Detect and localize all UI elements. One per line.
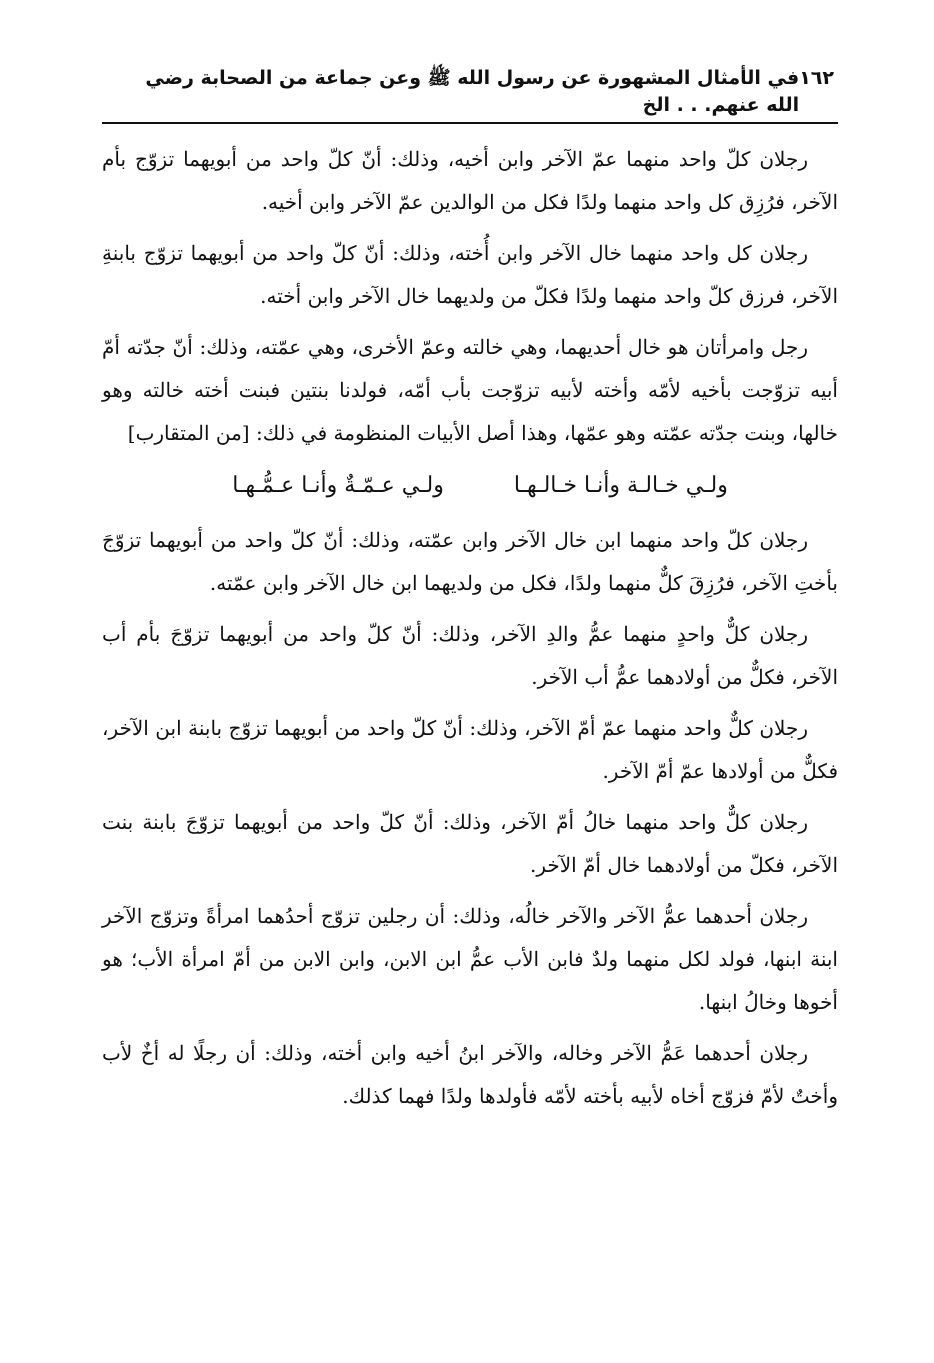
paragraph: رجلان كلّ واحد منهما عمّ الآخر وابن أخيه، وذلك: أنّ كلّ واحد من أبويهما تزوّج بأم الآخر، فرُزِق كل واحد منهما ولدًا فكل من الوالدين عمّ الآخر وابن أخيه. xyxy=(102,147,838,214)
running-title: في الأمثال المشهورة عن رسول الله ﷺ وعن جماعة من الصحابة رضي الله عنهم. . . الخ xyxy=(145,67,800,116)
page-body xyxy=(102,138,838,1118)
paragraph: رجل وامرأتان هو خال أحديهما، وهي خالته وعمّ الأخرى، وهي عمّته، وذلك: أنّ جدّته أمّ أبيه تزوّجت بأخيه لأمّه وأخته لأبيه تزوّجت بأب أمّه، فولدنا بنتين فبنت أخته خالته وهو خالها، وبنت جدّته عمّته وهو عمّها، وهذا أصل الأبيات المنظومة في ذلك: [من المتقارب] xyxy=(102,335,838,445)
running-header xyxy=(102,66,838,124)
paragraph: رجلان كلٌّ واحد منهما عمّ أمّ الآخر، وذلك: أنّ كلّ واحد من أبويهما تزوّج بابنة ابن الآخر، فكلٌّ من أولادها عمّ أمّ الآخر. xyxy=(102,716,838,783)
verse-hemistich-second: ولـي عـمّـةٌ وأنـا عـمُّـهـا xyxy=(232,473,444,498)
paragraph: رجلان كلّ واحد منهما ابن خال الآخر وابن عمّته، وذلك: أنّ كلّ واحد من أبويهما تزوّجَ بأختِ الآخر، فرُزِقَ كلٌّ منهما ولدًا، فكل من ولديهما ابن خال الآخر وابن عمّته. xyxy=(102,528,838,595)
page-number: ١٦٢ xyxy=(799,67,834,89)
paragraph: رجلان أحدهما عَمُّ الآخر وخاله، والآخر ابنُ أخيه وابن أخته، وذلك: أن رجلًا له أخٌ لأب وأختٌ لأمّ فزوّج أخاه لأبيه بأخته لأمّه فأولدها ولدًا فهما كذلك. xyxy=(102,1041,838,1108)
verse-hemistich-first: ولـي خـالـة وأنـا خـالـهـا xyxy=(513,473,728,498)
paragraph: رجلان أحدهما عمُّ الآخر والآخر خالُه، وذلك: أن رجلين تزوّج أحدُهما امرأةً وتزوّج الآخر ابنة ابنها، فولد لكل منهما ولدٌ فابن الأب عمُّ ابن الابن، وابن الابن من أمّ امرأة الأب؛ هو أخوها وخالُ ابنها. xyxy=(102,904,838,1014)
paragraph: رجلان كلٌّ واحد منهما خالُ أمّ الآخر، وذلك: أنّ كلّ واحد من أبويهما تزوّجَ بابنة بنت الآخر، فكلّ من أولادهما خال أمّ الآخر. xyxy=(102,810,838,877)
paragraph: رجلان كل واحد منهما خال الآخر وابن أُخته، وذلك: أنّ كلّ واحد من أبويهما تزوّج بابنةِ الآخر، فرزق كلّ واحد منهما ولدًا فكلّ من ولديهما خال الآخر وابن أخته. xyxy=(102,241,838,308)
verse-line xyxy=(102,463,838,509)
paragraph: رجلان كلٌّ واحدٍ منهما عمُّ والدِ الآخر، وذلك: أنّ كلّ واحد من أبويهما تزوّجَ بأم أب الآخر، فكلٌّ من أولادهما عمُّ أب الآخر. xyxy=(102,622,838,689)
